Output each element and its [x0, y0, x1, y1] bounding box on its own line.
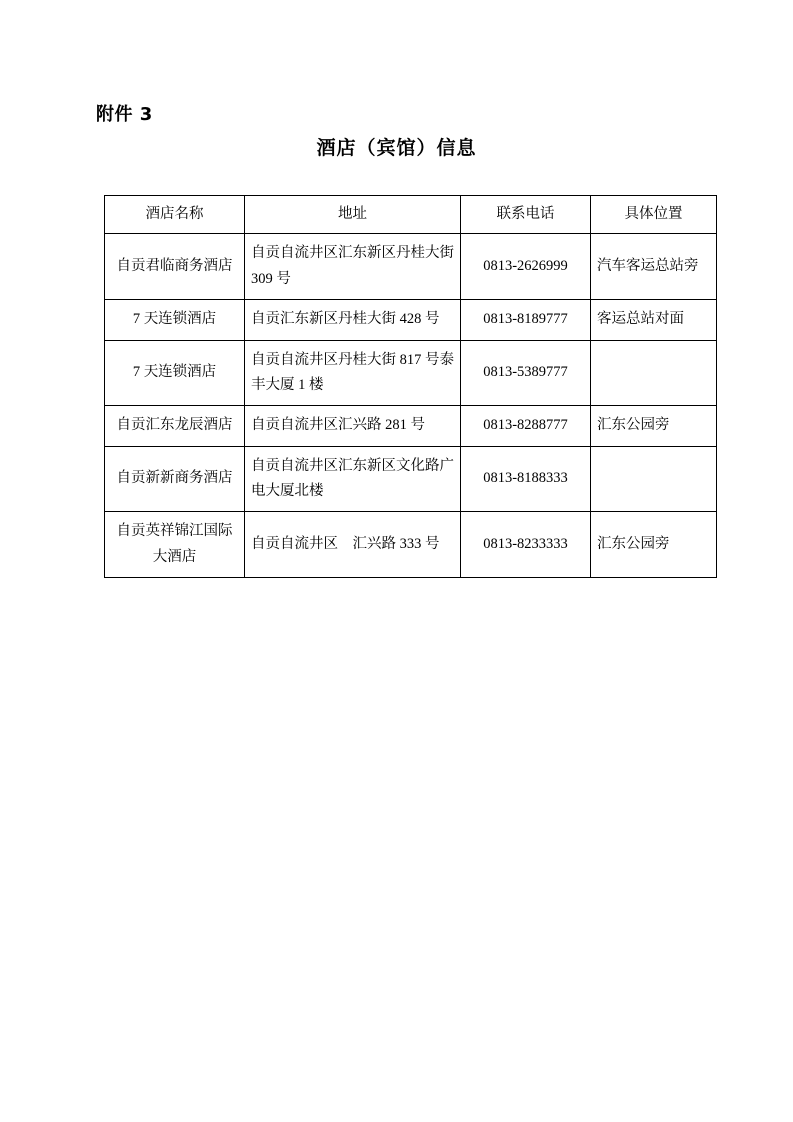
table-row — [105, 406, 717, 446]
attachment-label: 附件 3 — [96, 104, 153, 125]
cell-hotel-address: 自贡汇东新区丹桂大街 428 号 — [245, 300, 461, 340]
cell-hotel-location — [591, 446, 717, 512]
hotel-info-table-wrapper — [104, 195, 716, 578]
cell-hotel-location: 客运总站对面 — [591, 300, 717, 340]
cell-hotel-location: 汽车客运总站旁 — [591, 234, 717, 300]
column-header-name: 酒店名称 — [105, 196, 245, 234]
table-row — [105, 300, 717, 340]
cell-hotel-location — [591, 340, 717, 406]
table-row — [105, 340, 717, 406]
table-row — [105, 446, 717, 512]
cell-hotel-phone: 0813-8188333 — [461, 446, 591, 512]
cell-hotel-address: 自贡自流井区 汇兴路 333 号 — [245, 512, 461, 578]
table-row — [105, 234, 717, 300]
cell-hotel-name: 自贡汇东龙辰酒店 — [105, 406, 245, 446]
cell-hotel-name: 7 天连锁酒店 — [105, 340, 245, 406]
cell-hotel-phone: 0813-8233333 — [461, 512, 591, 578]
cell-hotel-name: 自贡新新商务酒店 — [105, 446, 245, 512]
cell-hotel-phone: 0813-8189777 — [461, 300, 591, 340]
column-header-phone: 联系电话 — [461, 196, 591, 234]
page-title: 酒店（宾馆）信息 — [316, 137, 477, 159]
hotel-info-table — [104, 195, 717, 578]
cell-hotel-address: 自贡自流井区丹桂大街 817 号泰丰大厦 1 楼 — [245, 340, 461, 406]
cell-hotel-address: 自贡自流井区汇兴路 281 号 — [245, 406, 461, 446]
cell-hotel-location: 汇东公园旁 — [591, 512, 717, 578]
cell-hotel-phone: 0813-8288777 — [461, 406, 591, 446]
cell-hotel-name: 自贡君临商务酒店 — [105, 234, 245, 300]
table-header-row — [105, 196, 717, 234]
table-row — [105, 512, 717, 578]
cell-hotel-address: 自贡自流井区汇东新区文化路广电大厦北楼 — [245, 446, 461, 512]
column-header-address: 地址 — [245, 196, 461, 234]
cell-hotel-phone: 0813-5389777 — [461, 340, 591, 406]
column-header-location: 具体位置 — [591, 196, 717, 234]
cell-hotel-name: 自贡英祥锦江国际大酒店 — [105, 512, 245, 578]
cell-hotel-name: 7 天连锁酒店 — [105, 300, 245, 340]
cell-hotel-location: 汇东公园旁 — [591, 406, 717, 446]
cell-hotel-address: 自贡自流井区汇东新区丹桂大街 309 号 — [245, 234, 461, 300]
cell-hotel-phone: 0813-2626999 — [461, 234, 591, 300]
